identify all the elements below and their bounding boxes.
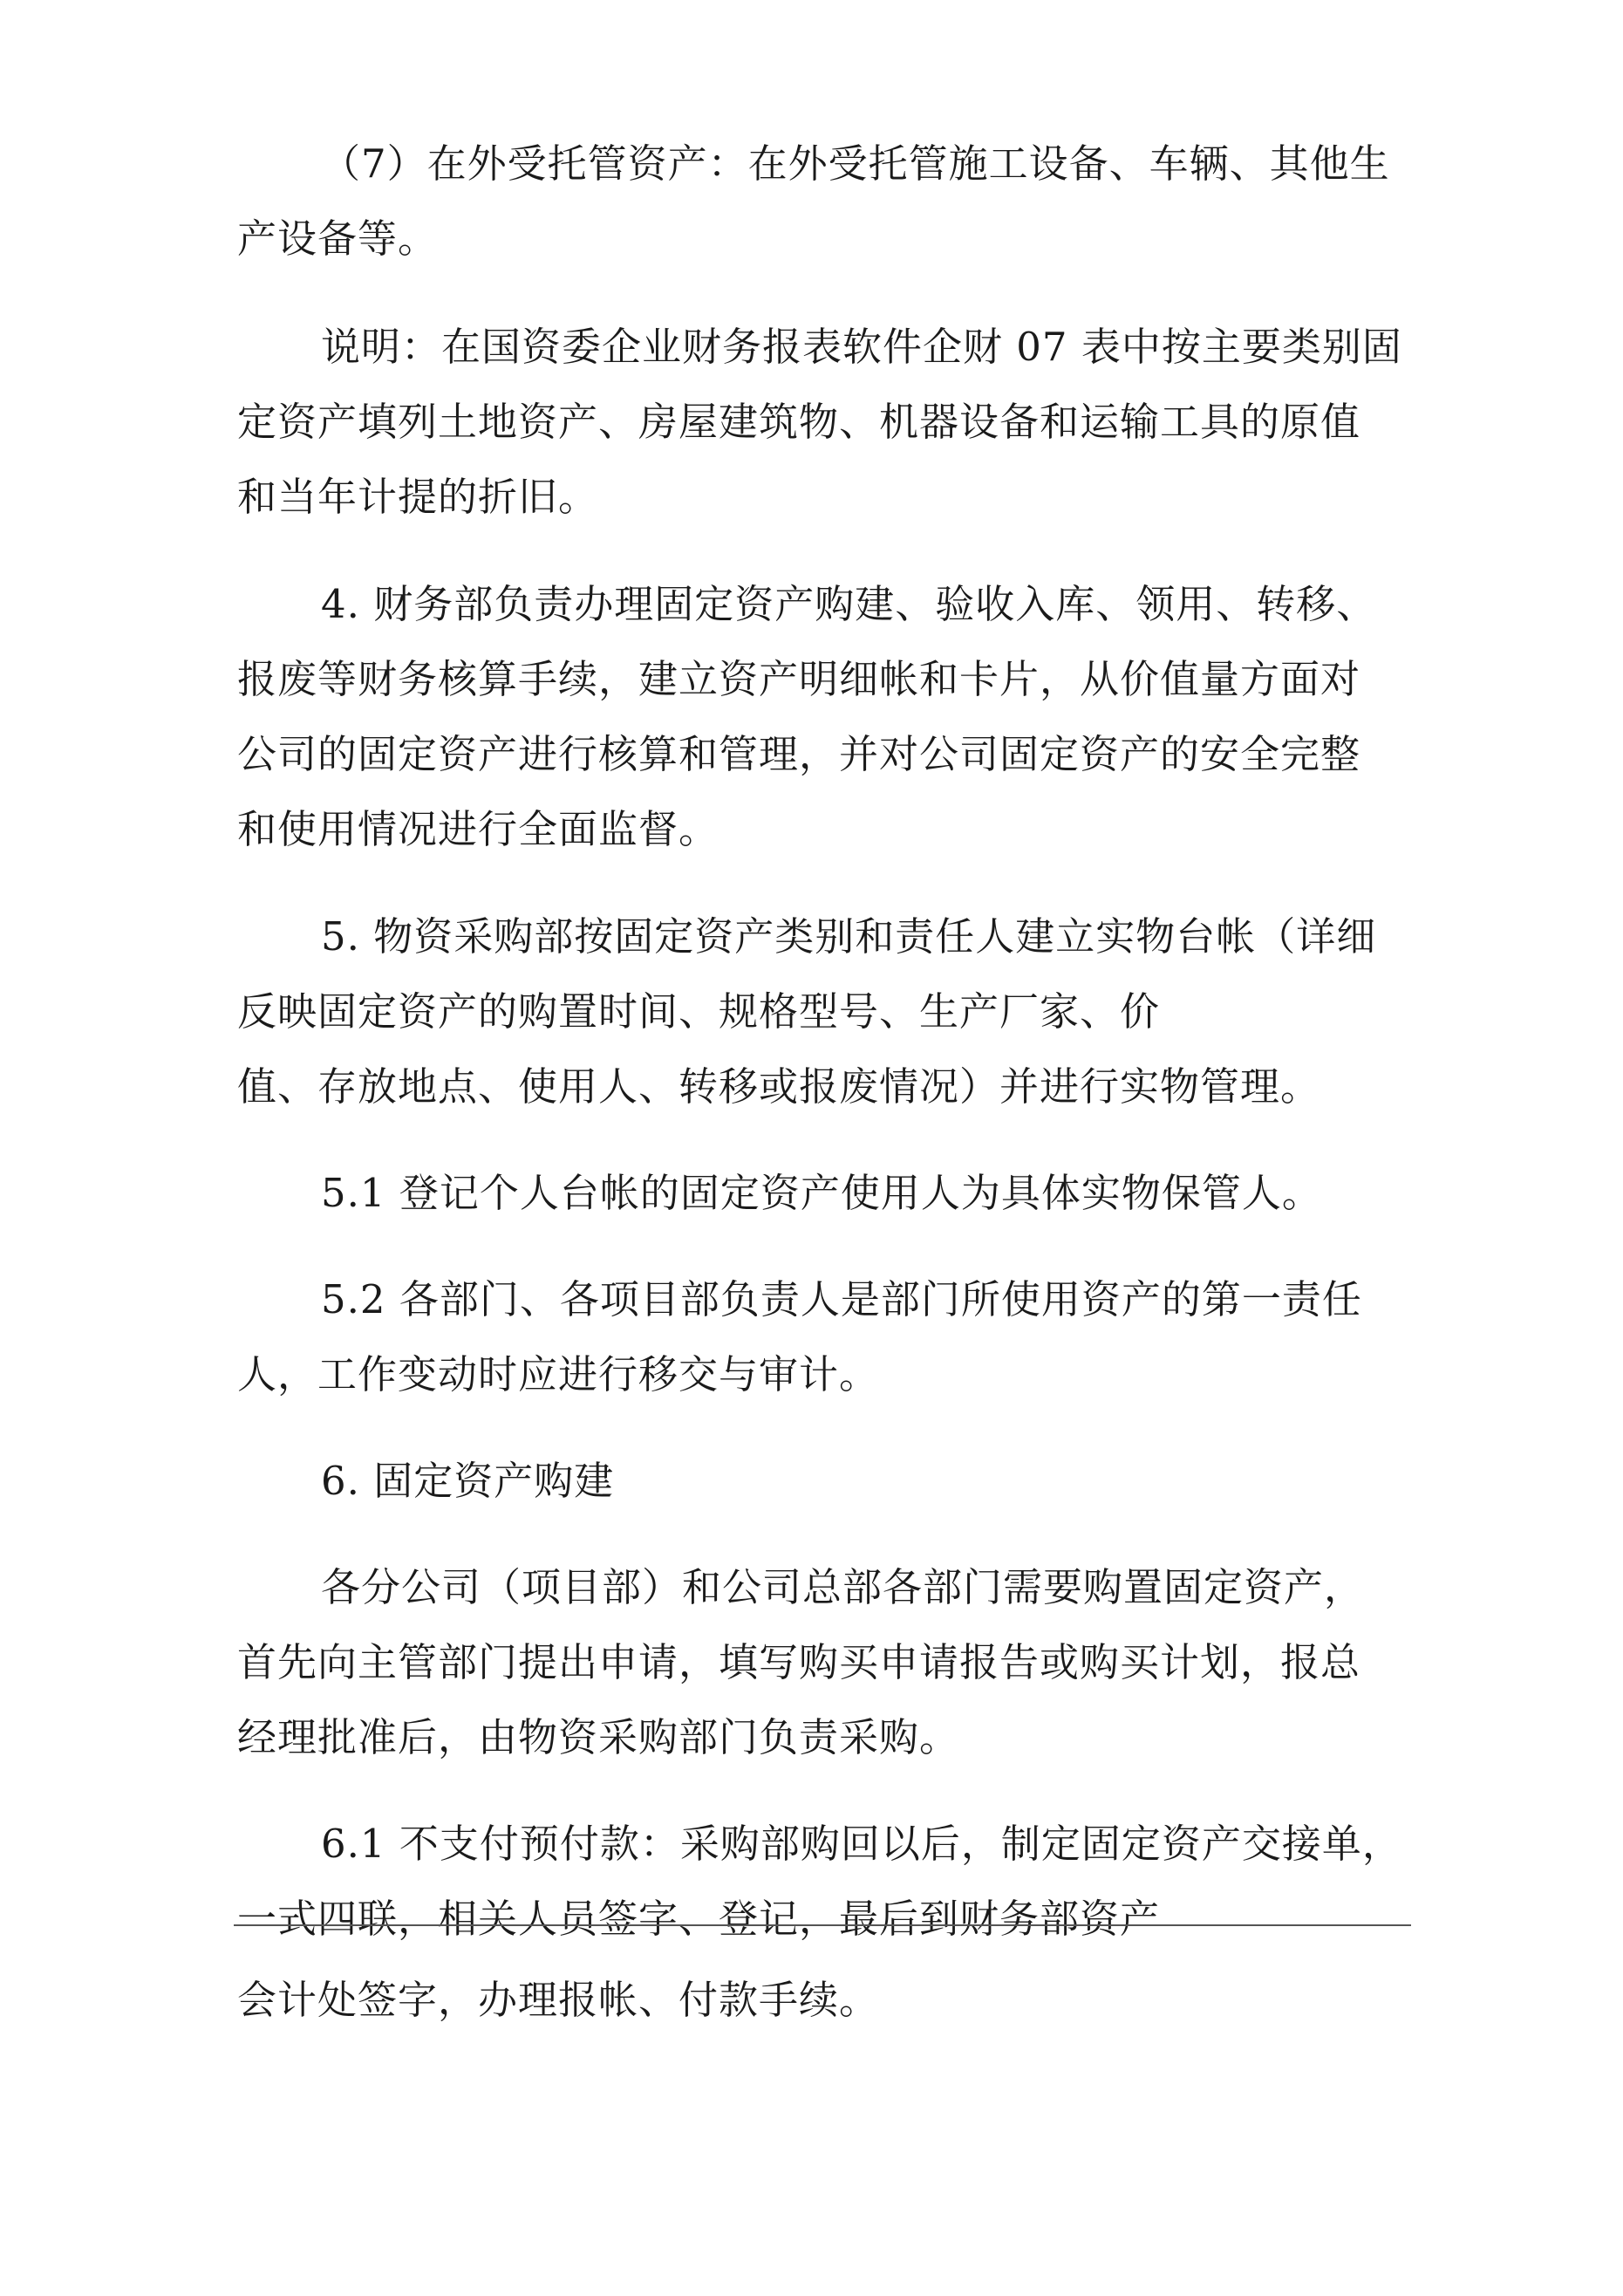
paragraph-line: 报废等财务核算手续，建立资产明细帐和卡片，从价值量方面对 (237, 656, 1361, 702)
footnote-divider (234, 1924, 1411, 1926)
paragraph-line: 一式四联，相关人员签字、登记，最后到财务部资产 (237, 1896, 1161, 1942)
footnote-text: 会计处签字，办理报帐、付款手续。 (237, 1977, 880, 2023)
paragraph-line: 人，工作变动时应进行移交与审计。 (237, 1351, 880, 1397)
paragraph-line: 说明：在国资委企业财务报表软件企财 07 表中按主要类别固 (321, 324, 1402, 370)
paragraph-line: 4. 财务部负责办理固定资产购建、验收入库、领用、转移、 (321, 581, 1377, 627)
paragraph-line: 反映固定资产的购置时间、规格型号、生产厂家、价 (237, 988, 1161, 1035)
paragraph-line: 5. 物资采购部按固定资产类别和责任人建立实物台帐（详细 (321, 913, 1377, 960)
paragraph-line: （7）在外受托管资产：在外受托管施工设备、车辆、其他生 (321, 140, 1390, 187)
paragraph-line: 定资产填列土地资产、房屋建筑物、机器设备和运输工具的原值 (237, 399, 1361, 445)
section-heading: 6. 固定资产购建 (321, 1458, 615, 1504)
paragraph-line: 和使用情况进行全面监督。 (237, 806, 719, 852)
paragraph-line: 5.2 各部门、各项目部负责人是部门所使用资产的第一责任 (321, 1276, 1362, 1322)
paragraph-line: 各分公司（项目部）和公司总部各部门需要购置固定资产， (321, 1564, 1365, 1610)
paragraph-line: 5.1 登记个人台帐的固定资产使用人为具体实物保管人。 (321, 1170, 1322, 1216)
paragraph-line: 公司的固定资产进行核算和管理，并对公司固定资产的安全完整 (237, 731, 1361, 777)
paragraph-line: 6.1 不支付预付款：采购部购回以后，制定固定资产交接单， (321, 1821, 1402, 1867)
paragraph-line: 首先向主管部门提出申请，填写购买申请报告或购买计划，报总 (237, 1639, 1361, 1685)
paragraph-line: 值、存放地点、使用人、转移或报废情况）并进行实物管理。 (237, 1063, 1321, 1110)
paragraph-line: 和当年计提的折旧。 (237, 474, 599, 520)
paragraph-line: 经理批准后，由物资采购部门负责采购。 (237, 1714, 960, 1760)
paragraph-line: 产设备等。 (237, 215, 439, 262)
